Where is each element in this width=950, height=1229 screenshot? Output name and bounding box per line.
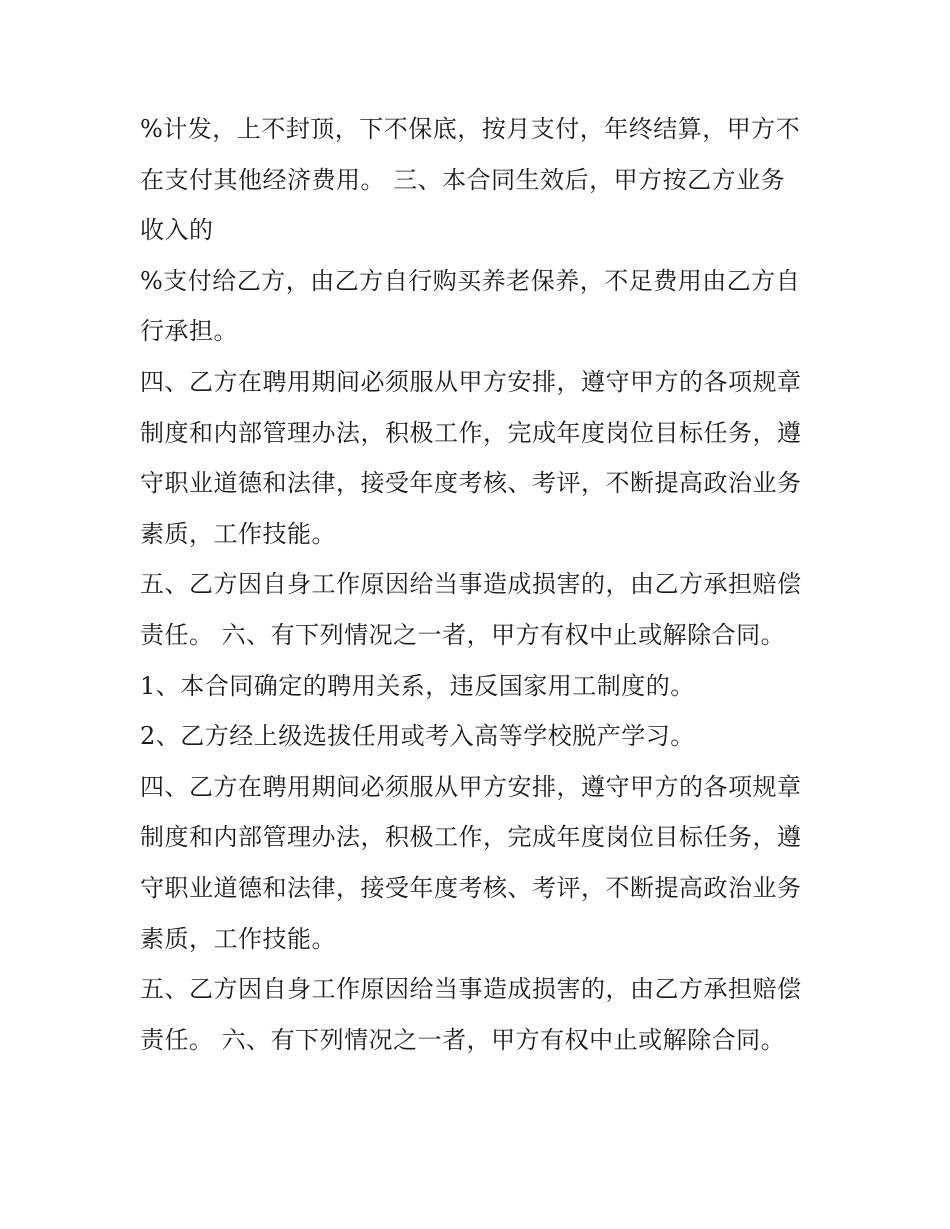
text-line: 守职业道德和法律，接受年度考核、考评，不断提高政治业务 xyxy=(140,469,802,498)
text-line: 责任。 六、有下列情况之一者，甲方有权中止或解除合同。 xyxy=(140,620,786,649)
text-line: 素质，工作技能。 xyxy=(140,924,336,953)
document-body xyxy=(140,104,820,1065)
text-line: 四、乙方在聘用期间必须服从甲方安排，遵守甲方的各项规章 xyxy=(140,367,802,396)
text-line: 四、乙方在聘用期间必须服从甲方安排，遵守甲方的各项规章 xyxy=(140,772,802,801)
text-line: 制度和内部管理办法，积极工作，完成年度岗位目标任务，遵 xyxy=(140,418,802,447)
text-line: %计发，上不封顶，下不保底，按月支付，年终结算，甲方不 xyxy=(140,115,801,143)
text-line: 行承担。 xyxy=(140,317,238,346)
text-line: 在支付其他经济费用。 三、本合同生效后，甲方按乙方业务 xyxy=(140,165,786,194)
text-line: 素质，工作技能。 xyxy=(140,519,336,548)
text-line: 守职业道德和法律，接受年度考核、考评，不断提高政治业务 xyxy=(140,873,802,902)
text-line: 制度和内部管理办法，积极工作，完成年度岗位目标任务，遵 xyxy=(140,823,802,852)
text-line: %支付给乙方，由乙方自行购买养老保养，不足费用由乙方自 xyxy=(140,266,801,295)
text-line: 收入的 xyxy=(140,216,214,245)
text-line: 2、乙方经上级选拔任用或考入高等学校脱产学习。 xyxy=(140,722,695,751)
text-line: 五、乙方因自身工作原因给当事造成损害的，由乙方承担赔偿 xyxy=(140,570,802,599)
text-line: 1、本合同确定的聘用关系，违反国家用工制度的。 xyxy=(140,671,695,700)
text-line: 责任。 六、有下列情况之一者，甲方有权中止或解除合同。 xyxy=(140,1025,786,1054)
text-line: 五、乙方因自身工作原因给当事造成损害的，由乙方承担赔偿 xyxy=(140,975,802,1004)
